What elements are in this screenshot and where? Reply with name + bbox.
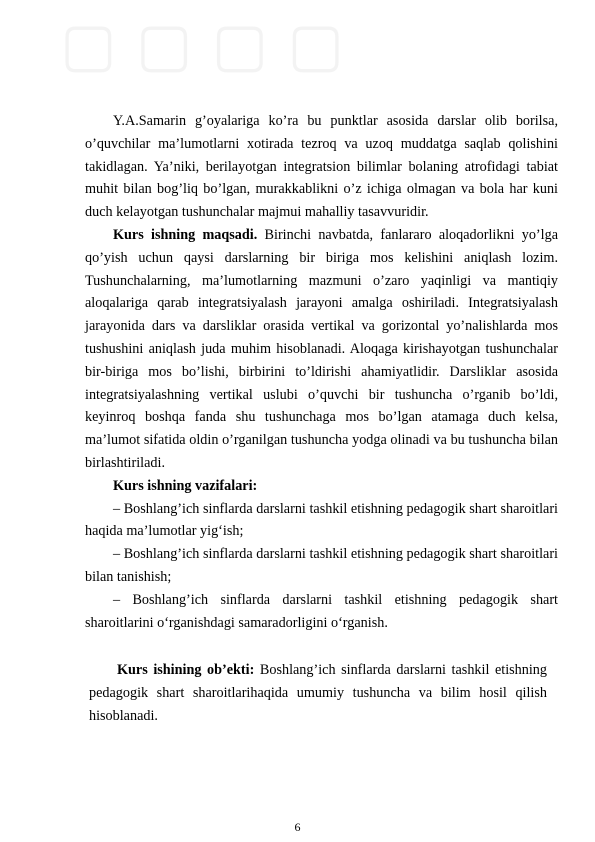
task-item-1: – Boshlang’ich sinflarda darslarni tashkil etishning pedagogik shart sharoitlari haqida ma’lumotlar yig‘ish; [85,500,558,540]
paragraph-intro: Y.A.Samarin g’oyalariga ko’ra bu punktlar asosida darslar olib borilsa, o’quvchilar ma’lumotlarni xotirada tezroq va uzoq muddatga saqlab qolishini takidlagan. Ya’niki, berilayotgan integratsion bilimlar bolaning atrofidagi tabiat muhit bilan bog’liq bo’lgan, murakkablikni o’z ichiga olmagan va bola har kuni duch kelayotgan tushunchalar majmui mahalliy tasavvuridir. [85,113,558,221]
task-item-3: – Boshlang’ich sinflarda darslarni tashkil etishning pedagogik shart sharoitlarini o‘rganishdagi samaradorligini o‘rganish. [85,591,558,631]
main-text [85,110,558,634]
watermark: ▢ ▢ ▢ ▢ [60,10,344,80]
paragraph-goal [85,224,558,475]
goal-heading: Kurs ishning maqsadi. [113,226,258,243]
paragraph-object [89,659,547,727]
tasks-heading: Kurs ishning vazifalari: [113,477,258,494]
task-item-2: – Boshlang’ich sinflarda darslarni tashkil etishning pedagogik shart sharoitlari bilan tanishish; [85,546,558,585]
object-heading: Kurs ishining ob’ekti: [117,662,255,678]
page-number: 6 [294,820,301,834]
goal-body: Birinchi navbatda, fanlararo aloqadorlikni yo’lga qo’yish uchun qaysi darslarning bir biriga mos kelishini aniqlash lozim. Tushunchalarning, ma’lumotlarning mazmuni o’zaro yaqinligi va mantiqiy aloqalariga qarab integratsiyalash jarayoni amalga oshiriladi. Integratsiyalash jarayonida dars va darsliklar orasida vertikal va gorizontal yo’nalishlarda mos tushushini aniqlash juda muhim hisoblanadi. Aloqaga kirishayotgan tushunchalar bir-biriga mos bo’lishi, birbirini to’ldirishi ahamiyatlidir. Darsliklar asosida integratsiyalashning vertikal uslubi o’quvchi bir tushuncha o’rganib bo’ldi, keyinroq boshqa fanda shu tushunchaga mos bo’lgan atamaga duch kelsa, ma’lumot sifatida oldin o’rganilgan tushuncha yodga olinadi va bu tushuncha bilan birlashtiriladi. [85,226,558,471]
object-text [89,659,547,727]
object-body: Boshlang’ich sinflarda darslarni tashkil etishning pedagogik shart sharoitlarihaqida umumiy tushuncha va bilim hosil qilish hisoblanadi. [89,662,547,724]
